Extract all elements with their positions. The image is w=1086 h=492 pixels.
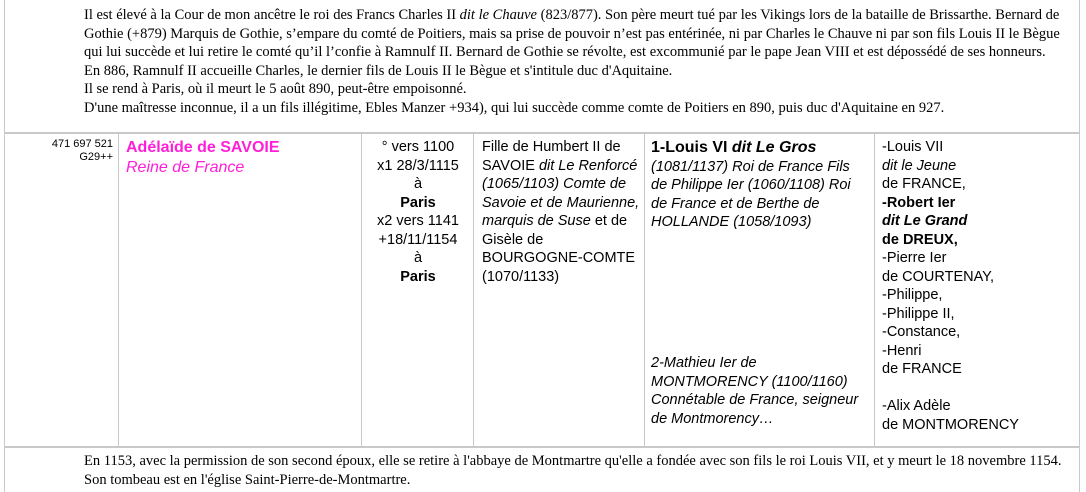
father-name: Fille de Humbert II de SAVOIE [482,139,621,174]
person-cell [126,136,362,446]
spouse-2 [651,354,867,428]
child-2-name: -Robert Ier [882,194,956,211]
intro-paragraph-4: D'une maîtresse inconnue, il a un fils illégitime, Ebles Manzer +934), qui lui succède comme comte de Poitiers en 890, puis duc d'Aquitaine en 927. [84,99,945,115]
death-place-prefix: à [413,250,423,266]
sosa-number: 471 697 521 [51,138,113,150]
spouse-2-detail: 2-Mathieu Ier de MONTMORENCY (1100/1160) Connétable de France, seigneur de Montmorency… [651,355,859,427]
row-divider-bottom [4,446,1080,448]
child-4: -Philippe, [882,287,943,303]
birth-date: ° vers 1100 [381,139,455,155]
children-cell [882,136,1082,446]
child-8-house: de MONTMORENCY [882,416,1019,433]
child-1-house: de FRANCE, [882,176,966,192]
father-detail: dit Le Renforcé (1065/1103) Comte de Savoie et de Maurienne, marquis de Suse [482,157,640,229]
child-8: -Alix Adèle [882,398,951,414]
footer-text: En 1153, avec la permission de son second époux, elle se retire à l'abbaye de Montmartre qu'elle a fondée avec son fils le roi Louis VII, et y meurt le 18 novembre 1154. Son tombeau est en l'église Saint-Pierre-de-Montmartre. [84,453,1062,488]
row-divider-top [4,132,1080,134]
intro-paragraph-1 [84,6,1076,62]
marriage-1-date: x1 28/3/1115 [377,157,459,174]
marriage-1-place [366,175,470,212]
children-spacer [882,379,1082,398]
spouse-1 [651,138,867,232]
mother-name: et de Gisèle de BOURGOGNE-COMTE (1070/1133) [482,213,636,285]
child-2-house: de DREUX, [882,231,958,248]
death-place-name: Paris [400,268,436,285]
child-2-nickname: dit Le Grand [882,213,968,229]
intro-p1-italic: dit le Chauve [459,7,537,23]
person-title: Reine de France [126,159,245,176]
child-2 [882,194,1082,231]
child-7-house: de FRANCE [882,361,962,377]
marriage-1-place-name: Paris [400,194,436,211]
spouses-cell [651,136,867,446]
entry-number-cell [0,136,116,446]
child-3-house: de COURTENAY, [882,268,995,285]
spouse-1-detail: (1081/1137) Roi de France Fils de Philippe Ier (1060/1108) Roi de France et de Berthe de HOLLANDE (1058/1093) [651,158,851,230]
death-date: +18/11/1154 [378,231,458,248]
death-place [366,249,470,286]
person-name: Adélaïde de SAVOIE [126,139,280,156]
marriage-1-place-prefix: à [413,176,423,192]
intro-p1-text-a: Il est élevé à la Cour de mon ancêtre le roi des Francs Charles II [84,7,460,23]
intro-paragraph-3: Il se rend à Paris, où il meurt le 5 août 890, peut-être empoisonné. [84,81,467,97]
intro-text [84,6,1076,115]
child-6: -Constance, [882,324,961,340]
spouse-1-nickname: dit Le Gros [731,139,817,156]
spouse-1-name-text: 1-Louis VI [651,139,732,156]
generation-label: G29++ [79,151,113,163]
child-5: -Philippe II, [882,305,955,322]
intro-paragraph-2: En 886, Ramnulf II accueille Charles, le dernier fils de Louis II le Bègue et s'intitule duc d'Aquitaine. [84,62,673,79]
child-3: -Pierre Ier [882,250,947,266]
dates-cell [366,136,470,446]
child-1-name: -Louis VII [882,139,944,155]
genealogy-row [0,136,1086,446]
parents-cell [482,136,642,446]
marriage-2-date: x2 vers 1141 [377,213,459,229]
child-1 [882,138,1082,175]
spouse-1-name [651,139,816,156]
intro-p1-text-b: (823/877). Son père meurt tué par les Vikings lors de la bataille de Brissarthe. Bernard de Gothie (+879) Marquis de Gothie, s’empare du comté de Poitiers, mais sa prise de pouvoir n’est pas entérinée, ni par Charles le Chauve ni par son fils Louis II le Bègue qui lui succède et lui retire le comté qu’il l’confie à Ramnulf II. Bernard de Gothie se révolte, est excommunié par le pape Jean VIII et est dépossédé de ses honneurs. [84,7,1060,60]
child-1-nickname: dit le Jeune [882,157,957,174]
child-7: -Henri [882,342,922,359]
